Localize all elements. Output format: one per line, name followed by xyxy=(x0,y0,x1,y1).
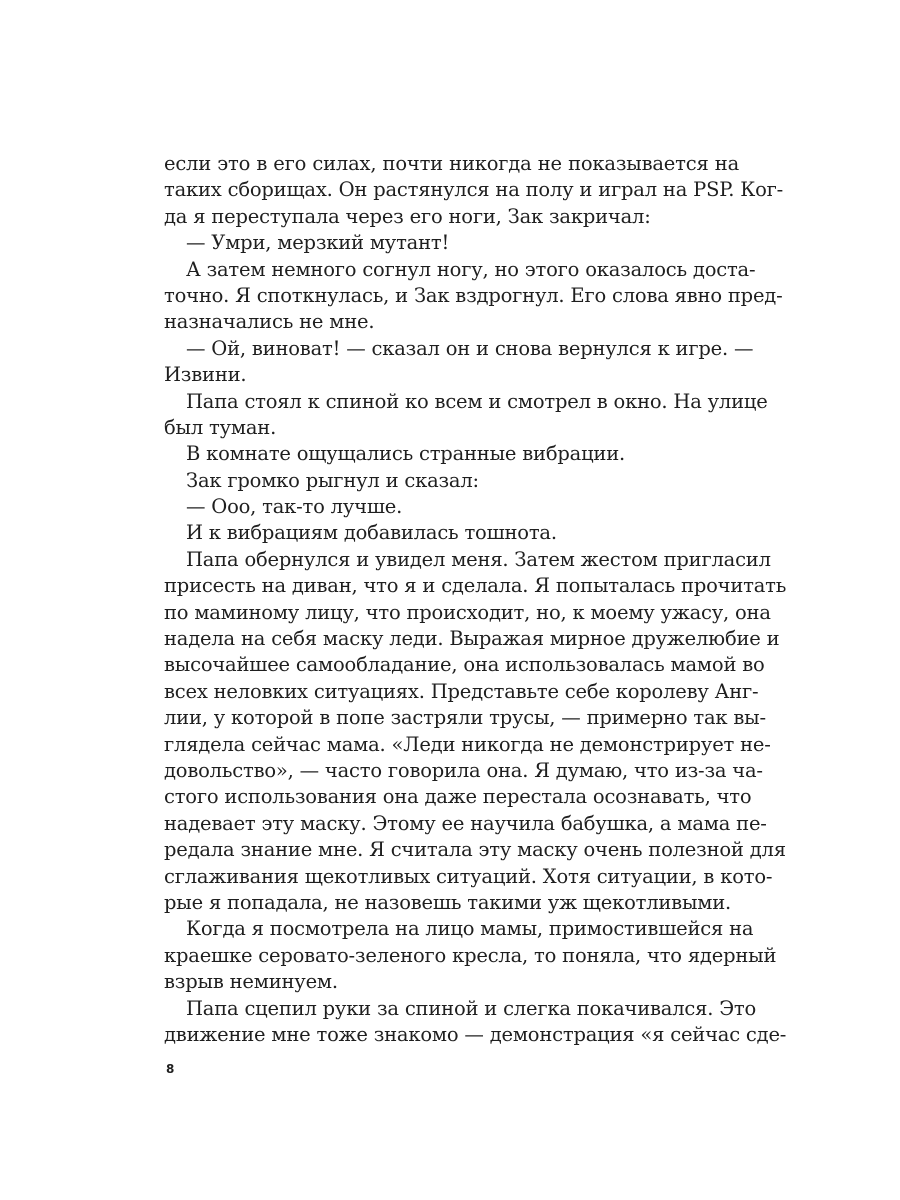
text-line: — Ооо, так-то лучше. xyxy=(186,495,403,519)
text-line: — Умри, мерзкий мутант! xyxy=(186,231,450,255)
text-line: — Ой, виноват! — сказал он и снова вернулся к игре. — xyxy=(186,336,754,360)
text-line: был туман. xyxy=(164,415,277,439)
text-line: надела на себя маску леди. Выражая мирное дружелюбие и xyxy=(164,627,780,651)
text-line: взрыв неминуем. xyxy=(164,970,338,994)
text-line: стого использования она даже перестала осознавать, что xyxy=(164,785,752,809)
text-line: движение мне тоже знакомо — демонстрация «я сейчас сде- xyxy=(164,1022,787,1046)
text-line: рые я попадала, не назовешь такими уж щекотливыми. xyxy=(164,890,732,914)
text-line: да я переступала через его ноги, Зак закричал: xyxy=(164,204,651,228)
text-line: А затем немного согнул ногу, но этого оказалось доста- xyxy=(186,257,756,281)
text-line: высочайшее самообладание, она использовалась мамой во xyxy=(164,653,765,677)
text-line: глядела сейчас мама. «Леди никогда не демонстрирует не- xyxy=(164,732,771,756)
body-text xyxy=(164,151,787,1048)
text-line: таких сборищах. Он растянулся на полу и играл на PSP. Ког- xyxy=(164,178,784,202)
text-line: если это в его силах, почти никогда не показывается на xyxy=(164,152,739,175)
text-line: Зак громко рыгнул и сказал: xyxy=(186,468,479,492)
text-line: редала знание мне. Я считала эту маску очень полезной для xyxy=(164,838,786,862)
text-line: надевает эту маску. Этому ее научила бабушка, а мама пе- xyxy=(164,811,767,835)
text-line: Папа сцепил руки за спиной и слегка покачивался. Это xyxy=(186,996,757,1020)
text-line: Когда я посмотрела на лицо мамы, примостившейся на xyxy=(186,917,754,941)
text-line: довольство», — часто говорила она. Я думаю, что из-за ча- xyxy=(164,758,763,782)
text-line: Извини. xyxy=(164,363,247,387)
text-line: сглаживания щекотливых ситуаций. Хотя ситуации, в кото- xyxy=(164,864,773,888)
text-line: В комнате ощущались странные вибрации. xyxy=(186,442,626,466)
text-line: лии, у которой в попе застряли трусы, — примерно так вы- xyxy=(164,706,766,730)
page-number: 8 xyxy=(166,1062,175,1076)
text-line: по маминому лицу, что происходит, но, к моему ужасу, она xyxy=(164,600,771,624)
text-line: всех неловких ситуациях. Представьте себе королеву Анг- xyxy=(164,679,759,703)
text-line: точно. Я споткнулась, и Зак вздрогнул. Его слова явно пред- xyxy=(164,283,783,307)
text-line: И к вибрациям добавилась тошнота. xyxy=(186,521,557,545)
text-line: Папа обернулся и увидел меня. Затем жестом пригласил xyxy=(186,547,771,571)
text-line: присесть на диван, что я и сделала. Я попыталась прочитать xyxy=(164,574,787,598)
text-line: назначались не мне. xyxy=(164,310,375,334)
text-line: Папа стоял к спиной ко всем и смотрел в окно. На улице xyxy=(186,389,768,413)
text-line: краешке серовато-зеленого кресла, то поняла, что ядерный xyxy=(164,943,777,967)
